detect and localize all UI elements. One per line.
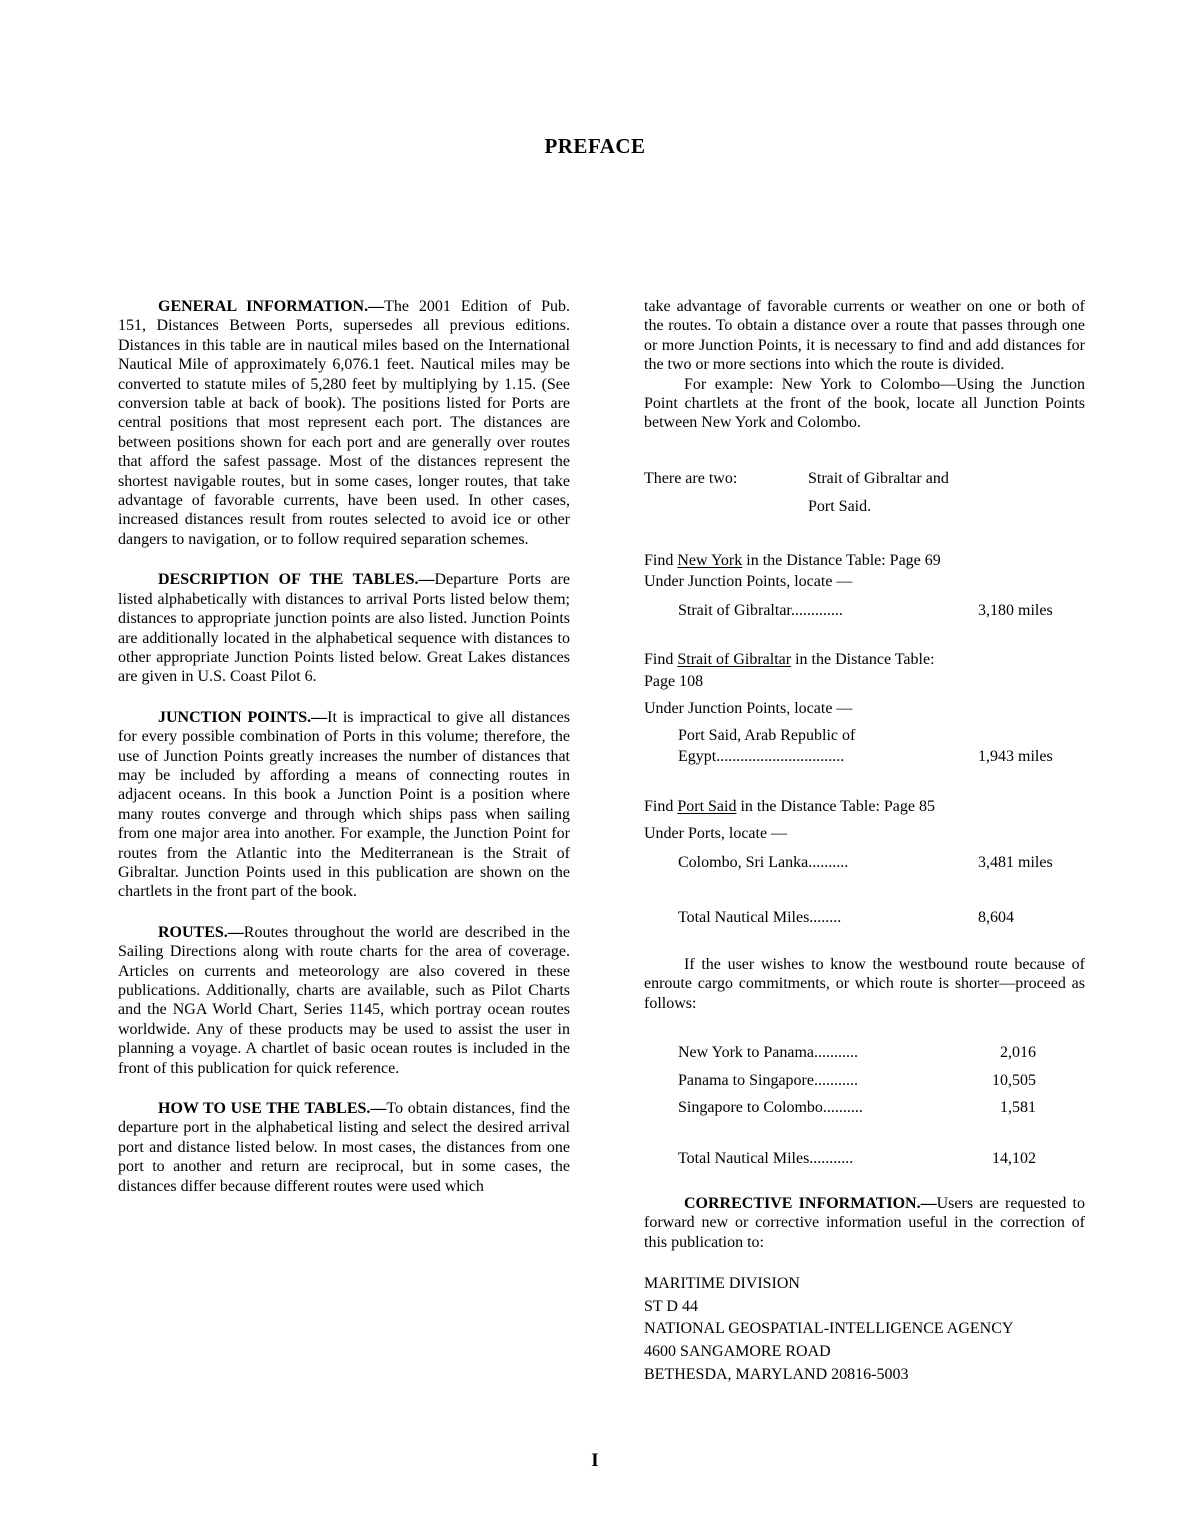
left-column — [118, 297, 570, 1386]
distance-row-label: Port Said, Arab Republic of — [678, 726, 856, 744]
find-prefix: Find — [644, 551, 678, 569]
paragraph-body: Routes throughout the world are described in the Sailing Directions along with route charts for the area of coverage. Articles on currents and meteorology are also covered in these publications. Additionally, charts are available, such as Pilot Charts and the NGA World Chart, Series 1145, which portray ocean routes worldwide. Any of these products may be used to assist the user in planning a voyage. A chartlet of basic ocean routes is included in the front of this publication for quick reference. — [118, 923, 570, 1077]
mailing-address — [644, 1273, 1085, 1386]
there-are-two-items — [808, 465, 949, 522]
paragraph-corrective-information — [644, 1194, 1085, 1252]
there-are-two-label: There are two: — [644, 469, 738, 487]
port-name-underlined: Strait of Gibraltar — [677, 651, 792, 669]
address-line: MARITIME DIVISION — [644, 1275, 800, 1293]
paragraph-body: To obtain distances, find the departure port in the alphabetical listing and select the desired arrival port and distance listed below. In most cases, the distances from one port to another and return are reciprocal, but in some cases, the distances differ because different routes were used which — [118, 1100, 570, 1195]
table-row — [644, 1067, 1085, 1095]
total-value: 8,604 — [978, 909, 1014, 927]
find-suffix: in the Distance Table: Page 85 — [736, 797, 935, 815]
there-are-two-block — [644, 465, 1085, 522]
paragraph-heading: HOW TO USE THE TABLES.— — [158, 1100, 387, 1118]
port-name-underlined: Port Said — [677, 797, 737, 815]
find-prefix: Find — [644, 797, 678, 815]
route-label: New York to Panama........... — [678, 1044, 858, 1062]
paragraph-heading: DESCRIPTION OF THE TABLES.— — [158, 571, 435, 589]
port-name-underlined: New York — [677, 551, 743, 569]
paragraph-junction-points — [118, 708, 570, 902]
address-line: 4600 SANGAMORE ROAD — [644, 1343, 831, 1361]
find-suffix: in the Distance Table: — [791, 651, 935, 669]
two-column-layout — [118, 297, 1085, 1386]
junction-point-item: Strait of Gibraltar and — [808, 469, 949, 487]
find-port-said-block — [644, 796, 1085, 874]
distance-row-value: 3,481 miles — [978, 853, 1053, 871]
paragraph-body: Departure Ports are listed alphabetically with distances to arrival Ports listed below them; distances to appropriate junction points are also listed. Junction Points are additionally located in the alphabetical sequence with distances to other appropriate Junction Points listed below. Great Lakes distances are given in U.S. Coast Pilot 6. — [118, 571, 571, 686]
paragraph-how-to-use-tables — [118, 1099, 570, 1196]
total-label: Total Nautical Miles........ — [678, 909, 842, 927]
paragraph-heading: JUNCTION POINTS.— — [158, 708, 328, 726]
page-number: I — [591, 1450, 599, 1471]
distance-row-value: 1,943 miles — [978, 748, 1053, 766]
table-row — [644, 1094, 1085, 1122]
locate-instruction: Under Junction Points, locate — — [644, 700, 853, 718]
distance-row — [644, 600, 1085, 622]
find-prefix: Find — [644, 651, 678, 669]
paragraph-example: For example: New York to Colombo—Using the Junction Point chartlets at the front of the book, locate all Junction Points between New York and Colombo. — [644, 375, 1085, 432]
total-value: 14,102 — [992, 1149, 1036, 1167]
page-title: PREFACE — [544, 134, 646, 158]
distance-row-label: Egypt................................ — [678, 748, 845, 766]
address-line: ST D 44 — [644, 1297, 698, 1315]
find-suffix: in the Distance Table: Page 69 — [742, 551, 941, 569]
paragraph-description-of-tables — [118, 570, 570, 686]
distance-row-label: Colombo, Sri Lanka.......... — [678, 853, 849, 871]
route-label: Singapore to Colombo.......... — [678, 1099, 863, 1117]
right-column — [644, 297, 1085, 1386]
total-nautical-miles-row — [644, 907, 1085, 929]
paragraph-body: Users are requested to forward new or corrective information useful in the correction of this publication to: — [644, 1195, 1085, 1251]
find-instruction — [644, 796, 1085, 818]
find-instruction — [644, 550, 1085, 572]
paragraph-heading: GENERAL INFORMATION.— — [158, 298, 385, 315]
paragraph-heading: ROUTES.— — [158, 923, 244, 941]
locate-instruction: Under Junction Points, locate — — [644, 573, 853, 591]
find-instruction — [644, 649, 1085, 671]
route-label: Panama to Singapore........... — [678, 1071, 858, 1089]
route-miles: 1,581 — [1000, 1099, 1036, 1117]
locate-instruction: Under Ports, locate — — [644, 825, 788, 843]
paragraph-continuation: take advantage of favorable currents or weather on one or both of the routes. To obtain a distance over a route that passes through one or more Junction Points, it is necessary to find and add distances for the two or more sections into which the route is divided. — [644, 298, 1085, 374]
route-miles: 10,505 — [992, 1071, 1036, 1089]
distance-row — [644, 725, 1085, 768]
page-reference: Page 108 — [644, 672, 704, 690]
distance-row-label: Strait of Gibraltar............. — [678, 601, 843, 619]
table-row — [644, 1039, 1085, 1067]
paragraph-routes — [118, 923, 570, 1078]
paragraph-general-information — [118, 297, 570, 549]
address-line: BETHESDA, MARYLAND 20816-5003 — [644, 1365, 909, 1383]
route-miles: 2,016 — [1000, 1044, 1036, 1062]
westbound-distance-table — [644, 1039, 1085, 1122]
total-nautical-miles-row — [644, 1148, 1085, 1170]
address-line: NATIONAL GEOSPATIAL-INTELLIGENCE AGENCY — [644, 1320, 1014, 1338]
paragraph-body: It is impractical to give all distances for every possible combination of Ports in this volume; therefore, the use of Junction Points greatly increases the number of distances that may be included by affording a means of connecting routes in adjacent oceans. In this book a Junction Point is a position where many routes converge and through which ships pass when sailing from one major area into another. For example, the Junction Point for routes from the Atlantic into the Mediterranean is the Strait of Gibraltar. Junction Points used in this publication are shown on the chartlets in the front part of the book. — [118, 708, 570, 901]
find-new-york-block — [644, 550, 1085, 622]
paragraph-body: The 2001 Edition of Pub. 151, Distances Between Ports, supersedes all previous editions. Distances in this table are in nautical miles based on the International Nautical Mile of approximately 6,076.1 feet. Nautical miles may be converted to statute miles of 5,280 feet by multiplying by 1.15. (See conversion table at back of book). The positions listed for Ports are central positions that most represent each port. The distances are between positions shown for each port and are generally over routes that afford the safest passage. Most of the distances represent the shortest navigable routes, but in some cases, longer routes, that take advantage of favorable currents, have been used. In other cases, increased distances result from routes selected to avoid ice or other dangers to navigation, or to follow required separation schemes. — [118, 298, 570, 548]
find-gibraltar-block — [644, 649, 1085, 768]
total-label: Total Nautical Miles........... — [678, 1149, 854, 1167]
distance-row-value: 3,180 miles — [978, 601, 1053, 619]
junction-point-item: Port Said. — [808, 498, 872, 516]
paragraph-heading: CORRECTIVE INFORMATION.— — [684, 1195, 937, 1213]
paragraph-westbound: If the user wishes to know the westbound route because of enroute cargo commitments, or which route is shorter—proceed as follows: — [644, 955, 1085, 1012]
distance-row — [644, 852, 1085, 874]
